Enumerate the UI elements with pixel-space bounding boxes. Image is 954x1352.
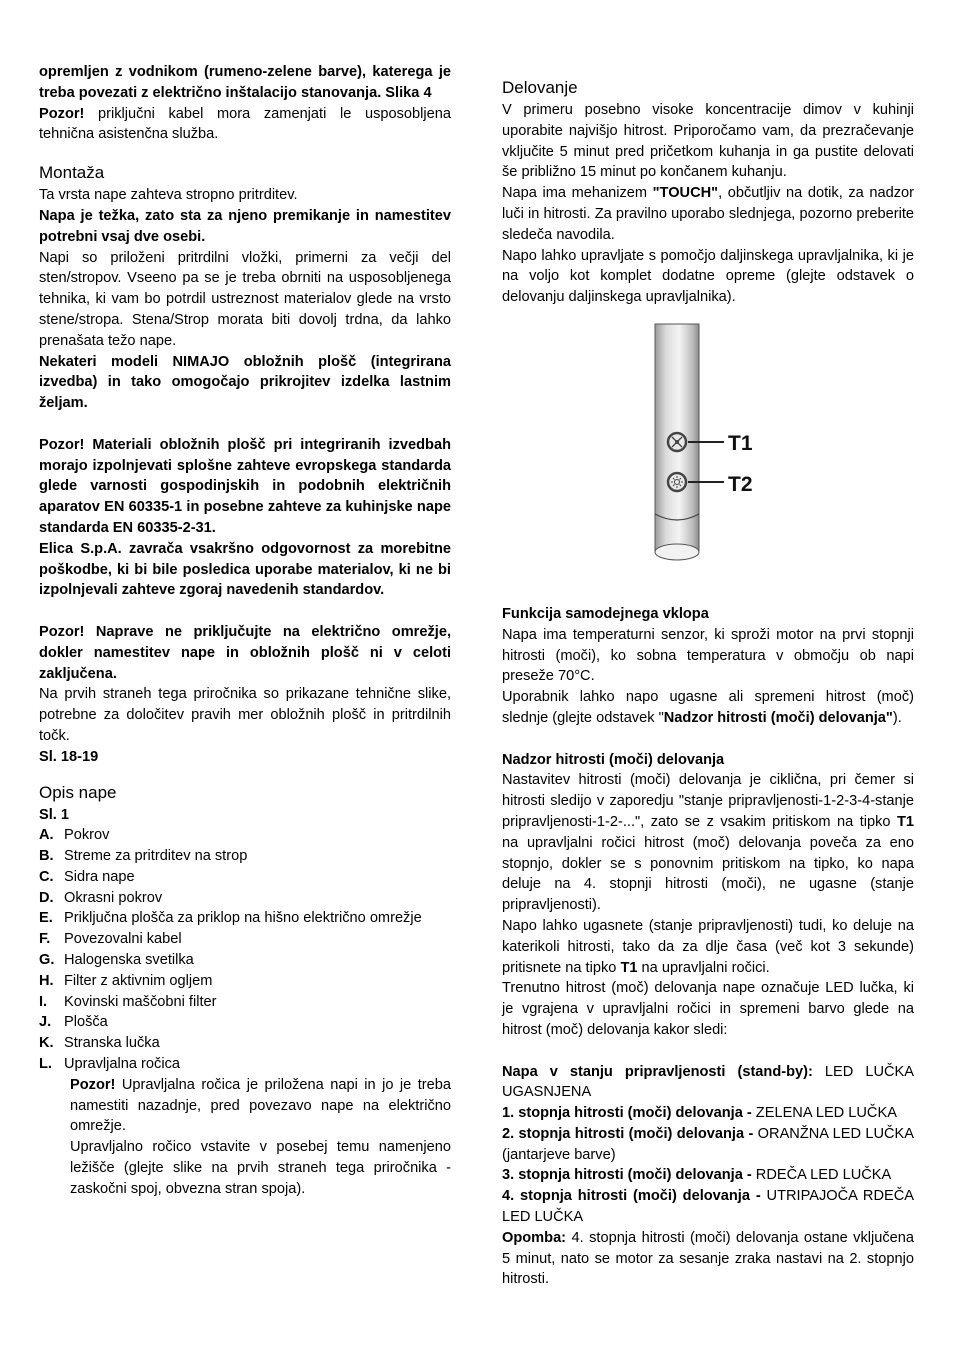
montaza-p2: Napa je težka, zato sta za njeno premikanje in namestitev potrebni vsaj dve osebi. <box>39 207 451 245</box>
list-item: L. Upravljalna ročica <box>39 1056 180 1073</box>
montaza-p5: Pozor! Materiali obložnih plošč pri integriranih izvedbah morajo izpolnjevati splošne zahteve evropskega standarda glede varnosti gospodinjskih in podobnih električnih aparatov EN 60335-1 in posebne zahteve za kuhinjske nape standarda EN 60335-2-31. <box>39 436 451 536</box>
funkcija-title: Funkcija samodejnega vklopa <box>502 605 709 622</box>
state-item: Napa v stanju pripravljenosti (stand-by): LED LUČKA UGASNJENA <box>502 1063 914 1101</box>
list-item: C. Sidra nape <box>39 868 135 885</box>
left-column <box>39 62 451 1200</box>
nadzor-p3: Trenutno hitrost (moč) delovanja nape označuje LED lučka, ki je vgrajena v upravljalni ročici in spremeni barvo glede na hitrost (moč) delovanja kakor sledi: <box>502 980 914 1038</box>
label-t2: T2 <box>728 472 753 496</box>
parts-list <box>39 825 451 1075</box>
lever-warning <box>39 1075 451 1137</box>
note: Opomba: 4. stopnja hitrosti (moči) delovanja ostane vključena 5 minut, nato se motor za sesanje zraka nastavi na 2. stopnjo hitrosti. <box>502 1229 914 1288</box>
intro-bold: opremljen z vodnikom (rumeno-zelene barve), katerega je treba povezati z električno inštalacijo stanovanja. Slika 4 <box>39 64 451 101</box>
label-t1: T1 <box>728 431 753 455</box>
nadzor-p1: Nastavitev hitrosti (moči) delovanja je ciklična, pri čemer si hitrosti sledijo v zaporedju "stanje pripravljenosti-1-2-3-4-stanje pripravljenosti-1-2-...", zato se z vsakim pritiskom na tipko T1 na upravljalni ročici hitrost (moč) delovanja poveča za eno stopnjo, dokler se s ponovnim pritiskom na tipko, ko napa deluje na 4. stopnji hitrosti (moči), ne ugasne (stanje pripravljenosti). <box>502 772 914 914</box>
right-column <box>502 76 914 1290</box>
warning-text: priključni kabel mora zamenjati le usposobljena tehnična asistenčna služba. <box>39 105 451 143</box>
fan-button-icon <box>668 433 686 451</box>
state-item: 2. stopnja hitrosti (moči) delovanja - ORANŽNA LED LUČKA (jantarjeve barve) <box>502 1125 915 1163</box>
state-item: 1. stopnja hitrosti (moči) delovanja - ZELENA LED LUČKA <box>502 1105 897 1122</box>
light-button-icon <box>668 473 686 491</box>
warning-text: Upravljalna ročica je priložena napi in jo je treba namestiti nazadnje, pred povezavo nape na električno omrežje. <box>70 1076 451 1135</box>
delovanje-p1: V primeru posebno visoke koncentracije dimov v kuhinji uporabite najvišjo hitrost. Priporočamo vam, da prezračevanje vključite 5 minut pred pričetkom kuhanja in ga pustite delovati še približno 15 minut po končanem kuhanju. <box>502 102 914 181</box>
funkcija-p2: Uporabnik lahko napo ugasne ali spremeni hitrost (moč) slednje (glejte odstavek "Nadzor hitrosti (moči) delovanja"). <box>502 689 914 726</box>
section-title-opis: Opis nape <box>39 782 117 802</box>
control-lever-illustration <box>502 322 914 592</box>
list-item: G. Halogenska svetilka <box>39 952 194 969</box>
funkcija-p1: Napa ima temperaturni senzor, ki sproži motor na prvi stopnji hitrosti (moči), ko sobna temperatura v območju ob napi preseže 70°C. <box>502 626 914 685</box>
intro-paragraph <box>39 62 451 104</box>
list-item: I. Kovinski maščobni filter <box>39 993 217 1010</box>
section-title-delovanje: Delovanje <box>502 78 578 97</box>
montaza-p8: Na prvih straneh tega priročnika so prikazane tehnične slike, potrebne za določitev pravih mer obložnih plošč in pritrdilnih točk. <box>39 686 451 744</box>
montaza-p4: Nekateri modeli NIMAJO obložnih plošč (integrirana izvedba) in tako omogočajo prikrojitev izdelka lastnim željam. <box>39 353 451 412</box>
opis-fig: Sl. 1 <box>39 806 70 823</box>
list-item: F. Povezovalni kabel <box>39 931 182 948</box>
state-item: 4. stopnja hitrosti (moči) delovanja - UTRIPAJOČA RDEČA LED LUČKA <box>502 1188 915 1226</box>
montaza-p9: Sl. 18-19 <box>39 748 99 765</box>
nadzor-title: Nadzor hitrosti (moči) delovanja <box>502 751 725 768</box>
state-item: 3. stopnja hitrosti (moči) delovanja - RDEČA LED LUČKA <box>502 1167 892 1184</box>
list-item: J. Plošča <box>39 1014 108 1031</box>
list-item: A. Pokrov <box>39 827 110 844</box>
montaza-p3: Napi so priloženi pritrdilni vložki, primerni za večji del sten/stropov. Vseeno pa se je treba obrniti na usposobljenega tehnika, ki vam bo potrdil ustreznost materialov glede na vrsto stene/stropa. Stena/Strop morata biti dovolj trdna, da lahko prenašata težo nape. <box>39 249 451 349</box>
list-item: E. Priključna plošča za priklop na hišno električno omrežje <box>39 910 422 927</box>
list-item: B. Streme za pritrditev na strop <box>39 848 248 865</box>
delovanje-p2: Napa ima mehanizem "TOUCH", občutljiv na dotik, za nadzor luči in hitrosti. Za pravilno uporabo slednjega, pozorno preberite sledeča navodila. <box>502 185 914 243</box>
montaza-p7: Pozor! Naprave ne priključujte na električno omrežje, dokler namestitev nape in obložnih plošč ni v celoti zaključena. <box>39 623 451 682</box>
warning-label: Pozor! <box>70 1076 116 1093</box>
intro-warning <box>39 104 451 146</box>
montaza-p6: Elica S.p.A. zavrača vsakršno odgovornost za morebitne poškodbe, ki bi bile posledica uporabe materialov, ki ne bi izpolnjevali zahteve zgoraj navedenih standardov. <box>39 540 451 599</box>
control-lever-figure <box>502 322 914 592</box>
list-item: D. Okrasni pokrov <box>39 889 163 906</box>
section-title-montaza: Montaža <box>39 163 105 183</box>
lever-note: Upravljalno ročico vstavite v posebej temu namenjeno ležišče (glejte slike na prvih straneh tega priročnika - zaskočni spoj, obvezna stran spoja). <box>70 1139 451 1197</box>
list-item: K. Stranska lučka <box>39 1035 160 1052</box>
nadzor-p2: Napo lahko ugasnete (stanje pripravljenosti) tudi, ko deluje na katerikoli hitrosti, tako da za dlje časa (več kot 3 sekunde) pritisnete na tipko T1 na upravljalni ročici. <box>502 917 914 976</box>
list-item: H. Filter z aktivnim ogljem <box>39 972 213 989</box>
delovanje-p3: Napo lahko upravljate s pomočjo daljinskega upravljalnika, ki je na voljo kot komplet dodatne opreme (glejte odstavek o delovanju daljinskega upravljalnika). <box>502 247 914 306</box>
montaza-p1: Ta vrsta nape zahteva stropno pritrditev. <box>39 187 298 204</box>
warning-label: Pozor! <box>39 105 85 122</box>
